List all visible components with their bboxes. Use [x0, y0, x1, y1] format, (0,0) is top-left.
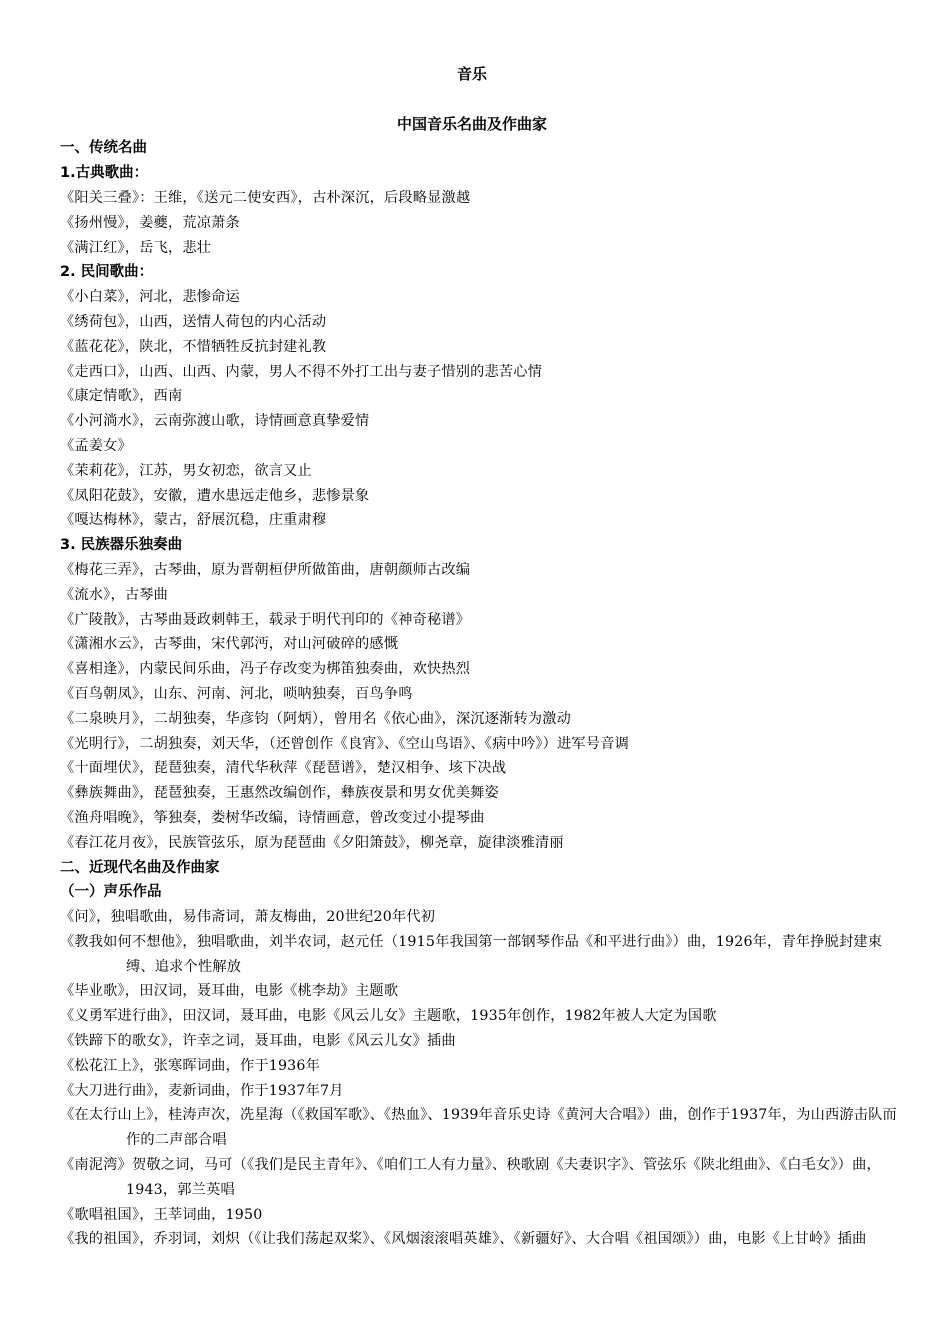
- section-heading-modern: 二、近现代名曲及作曲家: [60, 859, 220, 876]
- list-item: 《嘎达梅林》，蒙古，舒展沉稳，庄重肃穆: [60, 512, 327, 529]
- list-item: 《毕业歌》，田汉词，聂耳曲，电影《桃李劫》主题歌: [60, 983, 399, 1000]
- list-item: 《茉莉花》，江苏，男女初恋，欲言又止: [60, 462, 312, 479]
- list-item: 《满江红》，岳飞，悲壮: [60, 239, 212, 256]
- spacer: [60, 87, 910, 112]
- list-item: 《流水》，古琴曲: [60, 586, 169, 603]
- list-item: 《春江花月夜》，民族管弦乐，原为琵琶曲《夕阳箫鼓》，柳尧章，旋律淡雅清丽: [60, 834, 564, 851]
- list-item: 《小白菜》，河北，悲惨命运: [60, 289, 240, 306]
- list-item: 《二泉映月》，二胡独奏，华彦钧（阿炳），曾用名《依心曲》，深沉逐渐转为激动: [60, 710, 572, 727]
- list-item: 《走西口》，山西、山西、内蒙，男人不得不外打工出与妻子惜别的悲苦心情: [60, 363, 543, 380]
- subsection-heading-instrumental: 3. 民族器乐独奏曲: [60, 537, 183, 554]
- subsection-heading-folk-songs: 2. 民间歌曲：: [60, 264, 154, 281]
- list-item: 《松花江上》，张寒晖词曲，作于1936年: [60, 1057, 321, 1074]
- list-item: 《凤阳花鼓》，安徽，遭水患远走他乡，悲惨景象: [60, 487, 370, 504]
- list-item: 《教我如何不想他》，独唱歌曲，刘半农词，赵元任（1915年我国第一部钢琴作品《和平进行曲》）曲，1926年，青年挣脱封建束缚、追求个性解放: [60, 933, 883, 975]
- list-item: 《扬州慢》，姜夔，荒凉萧条: [60, 214, 240, 231]
- list-item: 《义勇军进行曲》，田汉词，聂耳曲，电影《风云儿女》主题歌，1935年创作，1982年被人大定为国歌: [60, 1008, 717, 1025]
- list-item: 《康定情歌》，西南: [60, 388, 183, 405]
- section-heading-traditional: 一、传统名曲: [60, 140, 147, 157]
- list-item: 《歌唱祖国》，王莘词曲，1950: [60, 1206, 263, 1223]
- list-item: 《蓝花花》，陕北，不惜牺牲反抗封建礼教: [60, 338, 327, 355]
- list-item: 《在太行山上》，桂涛声次，冼星海（《救国军歌》、《热血》、1939年音乐史诗《黄河大合唱》）曲，创作于1937年，为山西游击队而作的二声部合唱: [60, 1107, 897, 1149]
- list-item: 《阳关三叠》：王维，《送元二使安西》，古朴深沉，后段略显激越: [60, 189, 471, 206]
- page-title: 音乐: [456, 65, 487, 83]
- subsection-heading-vocal-works: （一）声乐作品: [60, 884, 162, 901]
- list-item: 《孟姜女》: [60, 437, 132, 454]
- page-subtitle: 中国音乐名曲及作曲家: [396, 114, 547, 133]
- list-item: 《喜相逢》，内蒙民间乐曲，冯子存改变为梆笛独奏曲，欢快热烈: [60, 661, 471, 678]
- list-item: 《小河淌水》，云南弥渡山歌，诗情画意真挚爱情: [60, 413, 370, 430]
- list-item: 《我的祖国》，乔羽词，刘炽（《让我们荡起双桨》、《风烟滚滚唱英雄》、《新疆好》、大合唱《祖国颂》）曲，电影《上甘岭》插曲: [60, 1231, 867, 1248]
- subsection-heading-classical-songs: 1.古典歌曲：: [60, 165, 149, 182]
- list-item: 《大刀进行曲》，麦新词曲，作于1937年7月: [60, 1082, 344, 1099]
- list-item: 《彝族舞曲》，琵琶独奏，王惠然改编创作，彝族夜景和男女优美舞姿: [60, 785, 499, 802]
- list-item: 《十面埋伏》，琵琶独奏，清代华秋萍《琵琶谱》，楚汉相争、垓下决战: [60, 760, 507, 777]
- list-item: 《广陵散》，古琴曲聂政刺韩王，载录于明代刊印的《神奇秘谱》: [60, 611, 471, 628]
- list-item: 《潇湘水云》，古琴曲，宋代郭沔，对山河破碎的感慨: [60, 636, 399, 653]
- list-item: 《百鸟朝凤》，山东、河南、河北，唢呐独奏，百鸟争鸣: [60, 685, 413, 702]
- list-item: 《渔舟唱晚》，筝独奏，娄树华改编，诗情画意，曾改变过小提琴曲: [60, 809, 485, 826]
- list-item: 《铁蹄下的歌女》，许幸之词，聂耳曲，电影《风云儿女》插曲: [60, 1033, 456, 1050]
- document-page: [60, 62, 910, 1252]
- list-item: 《光明行》，二胡独奏，刘天华，（还曾创作《良宵》、《空山鸟语》、《病中吟》）进军号音调: [60, 735, 629, 752]
- list-item: 《南泥湾》贺敬之词，马可（《我们是民主青年》、《咱们工人有力量》、秧歌剧《夫妻识字》、管弦乐《陕北组曲》、《白毛女》）曲，1943，郭兰英唱: [60, 1157, 881, 1198]
- list-item: 《梅花三弄》，古琴曲，原为晋朝桓伊所做笛曲，唐朝颜师古改编: [60, 561, 471, 578]
- list-item: 《绣荷包》，山西，送情人荷包的内心活动: [60, 313, 327, 330]
- list-item: 《问》，独唱歌曲，易伟斋词，萧友梅曲，20世纪20年代初: [60, 909, 436, 926]
